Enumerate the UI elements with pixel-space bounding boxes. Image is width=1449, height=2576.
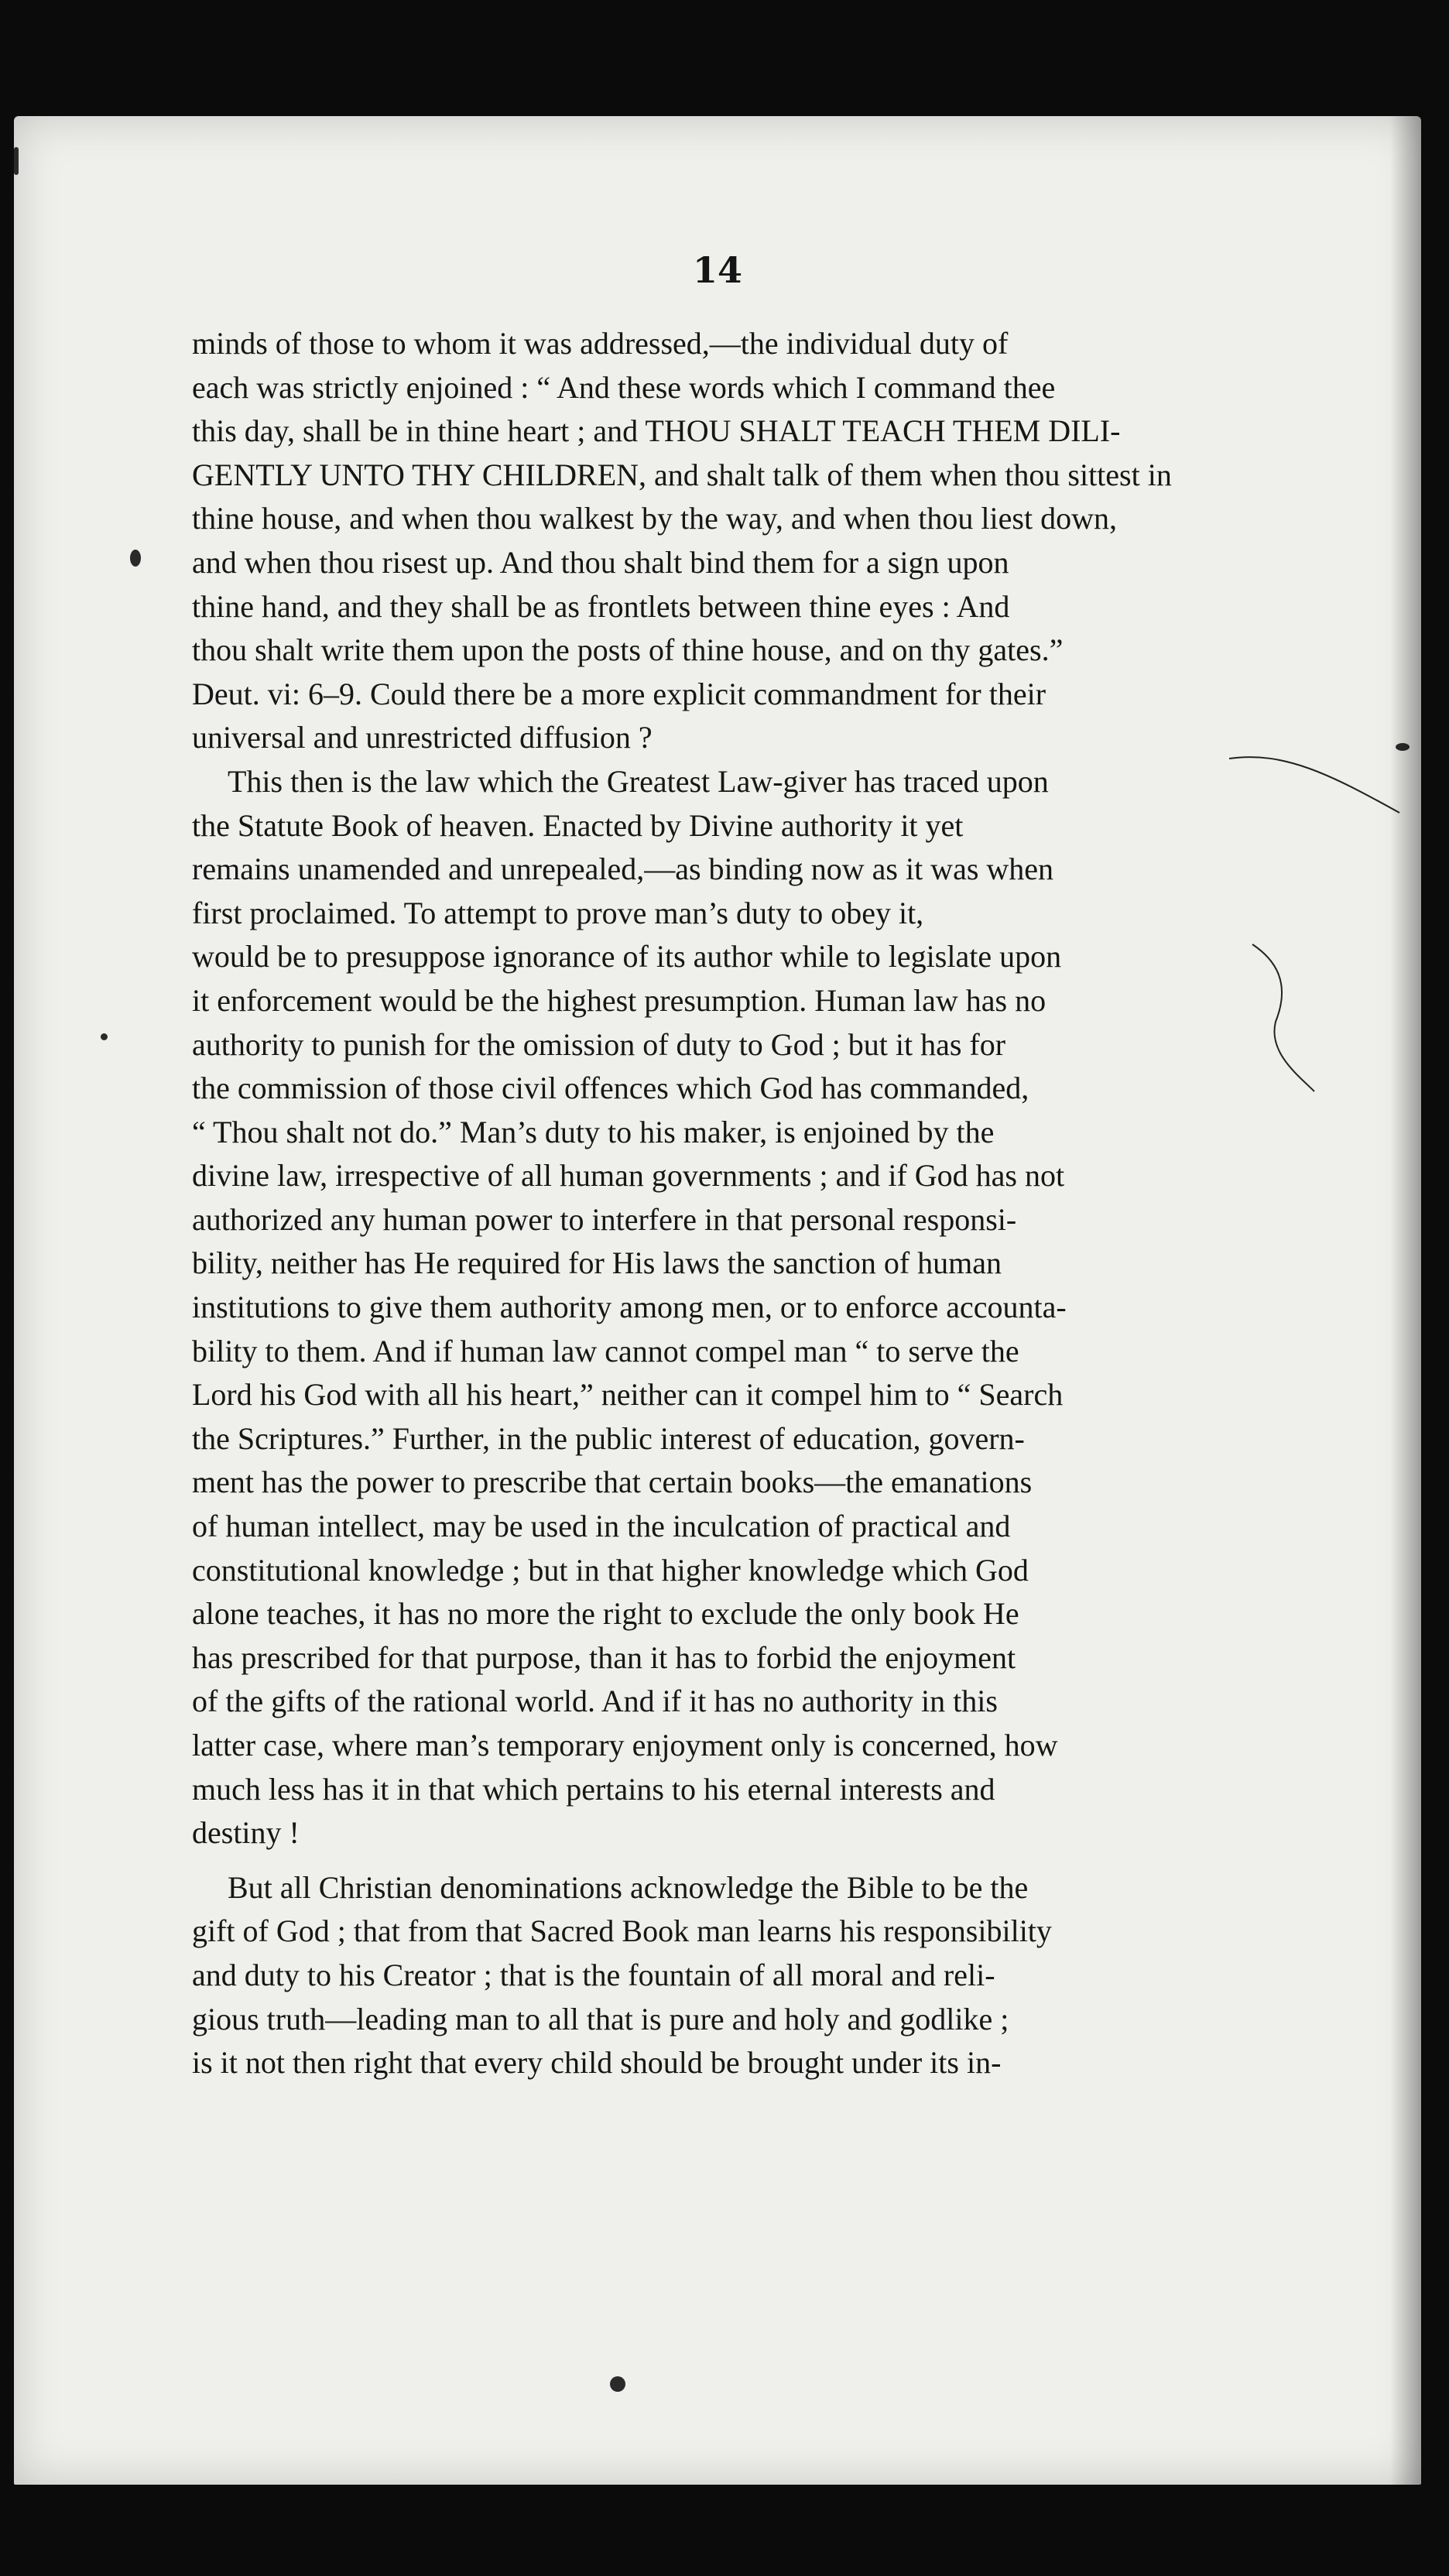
text-line: destiny ! (192, 1815, 300, 1851)
ink-speck (610, 2376, 625, 2392)
text-line: the Statute Book of heaven. Enacted by Divine authority it yet (192, 807, 964, 843)
text-line: latter case, where man’s temporary enjoyment only is concerned, how (192, 1728, 1058, 1762)
text-line: thou shalt write them upon the posts of thine house, and on thy gates.” (192, 632, 1064, 668)
page-text (192, 322, 1283, 2085)
text-line: of the gifts of the rational world. And if it has no authority in this (192, 1684, 998, 1719)
ink-speck (14, 147, 19, 175)
text-line: the commission of those civil offences which God has commanded, (192, 1070, 1029, 1106)
text-line: of human intellect, may be used in the inculcation of practical and (192, 1509, 1011, 1544)
paragraph-continuation (192, 322, 1283, 760)
text-line: thine house, and when thou walkest by the way, and when thou liest down, (192, 501, 1117, 536)
text-line: bility to them. And if human law cannot compel man “ to serve the (192, 1333, 1019, 1368)
text-line: remains unamended and unrepealed,—as binding now as it was when (192, 851, 1054, 887)
text-line: would be to presuppose ignorance of its author while to legislate upon (192, 939, 1062, 975)
text-line: institutions to give them authority among men, or to enforce accounta- (192, 1290, 1067, 1325)
text-line: This then is the law which the Greatest Law-giver has traced upon (228, 763, 1049, 799)
text-line: GENTLY UNTO THY CHILDREN, and shalt talk of them when thou sittest in (192, 457, 1172, 492)
ink-speck (130, 550, 141, 567)
text-line: authority to punish for the omission of duty to God ; but it has for (192, 1026, 1006, 1062)
text-line: minds of those to whom it was addressed,—the individual duty of (192, 326, 1009, 361)
page-number: 14 (692, 249, 742, 291)
text-line: this day, shall be in thine heart ; and THOU SHALT TEACH THEM DILI- (192, 413, 1121, 449)
paragraph-christian-denominations (192, 1866, 1283, 2085)
text-line: alone teaches, it has no more the right to exclude the only book He (192, 1596, 1019, 1632)
text-line: and when thou risest up. And thou shalt bind them for a sign upon (192, 544, 1009, 580)
text-line: and duty to his Creator ; that is the fountain of all moral and reli- (192, 1957, 995, 1992)
ink-speck (101, 1033, 108, 1040)
text-line: it enforcement would be the highest presumption. Human law has no (192, 982, 1046, 1018)
text-line: first proclaimed. To attempt to prove man’s duty to obey it, (192, 895, 924, 930)
text-line: each was strictly enjoined : “ And these words which I command thee (192, 369, 1056, 405)
text-line: bility, neither has He required for His laws the sanction of human (192, 1245, 1002, 1281)
text-line: much less has it in that which pertains to his eternal interests and (192, 1771, 995, 1807)
text-line: authorized any human power to interfere in that personal responsi- (192, 1201, 1017, 1237)
book-page (14, 116, 1421, 2485)
text-line: thine hand, and they shall be as frontlets between thine eyes : And (192, 588, 1010, 624)
text-line: ment has the power to prescribe that certain books—the emanations (192, 1464, 1033, 1500)
text-line: gious truth—leading man to all that is pure and holy and godlike ; (192, 2001, 1009, 2036)
text-line: universal and unrestricted diffusion ? (192, 720, 653, 755)
text-line: But all Christian denominations acknowledge the Bible to be the (228, 1869, 1029, 1905)
text-line: Lord his God with all his heart,” neither can it compel him to “ Search (192, 1377, 1064, 1413)
text-line: is it not then right that every child should be brought under its in- (192, 2045, 1002, 2081)
text-line: the Scriptures.” Further, in the public interest of education, govern- (192, 1420, 1025, 1456)
pen-stroke-mark (1221, 743, 1423, 1099)
ink-speck (1396, 743, 1410, 751)
text-line: divine law, irrespective of all human governments ; and if God has not (192, 1158, 1065, 1194)
text-line: gift of God ; that from that Sacred Book man learns his responsibility (192, 1913, 1052, 1949)
paragraph-gap (192, 1855, 1283, 1866)
text-line: constitutional knowledge ; but in that higher knowledge which God (192, 1552, 1029, 1588)
text-line: has prescribed for that purpose, than it has to forbid the enjoyment (192, 1639, 1016, 1675)
paragraph-law-giver (192, 760, 1283, 1855)
text-line: “ Thou shalt not do.” Man’s duty to his maker, is enjoined by the (192, 1114, 995, 1149)
text-line: Deut. vi: 6–9. Could there be a more explicit commandment for their (192, 676, 1046, 711)
